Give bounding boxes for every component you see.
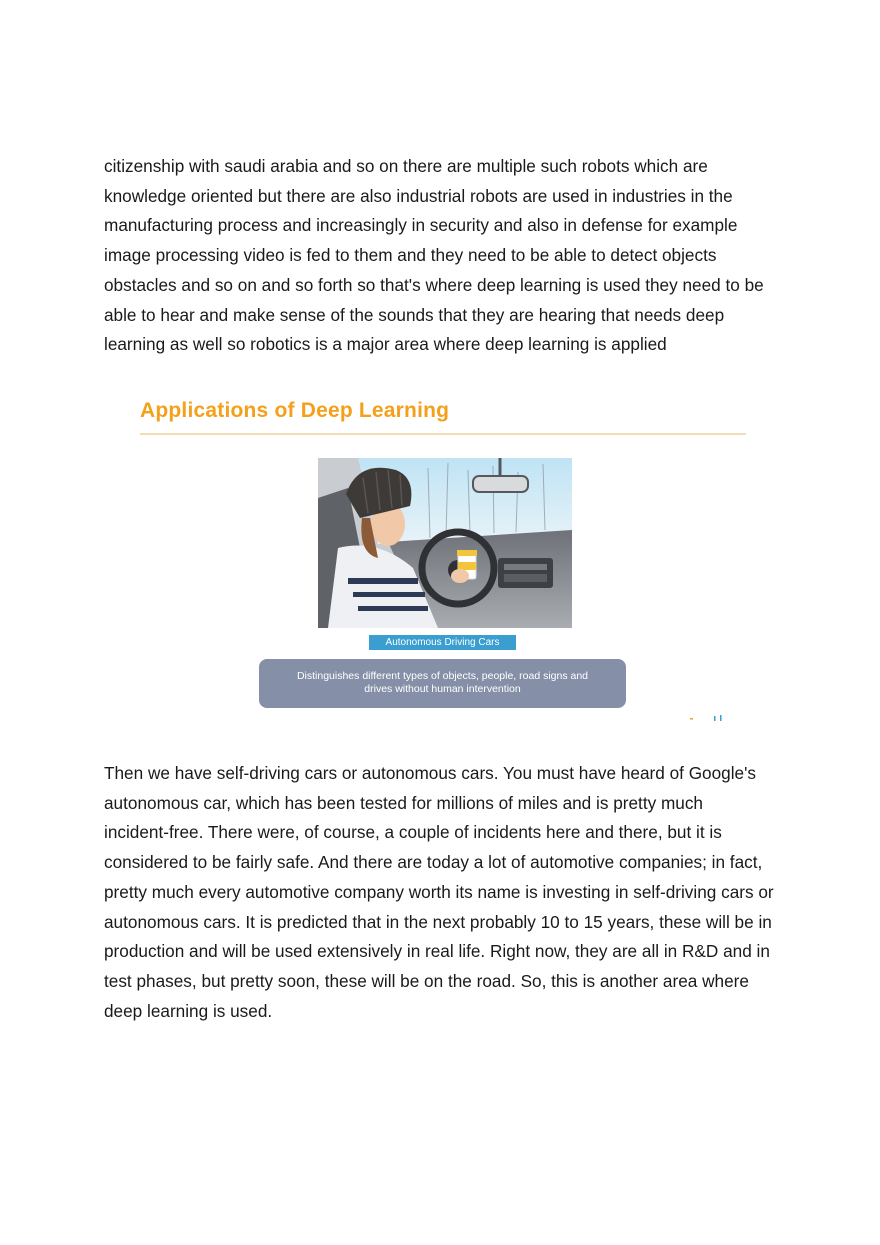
description-line: drives without human intervention <box>364 683 521 695</box>
text-line: autonomous cars. It is predicted that in the next probably 10 to 15 years, these will be in <box>104 911 772 932</box>
text-line: deep learning is used. <box>104 1000 273 1021</box>
paragraph-autonomous-cars <box>104 759 784 1026</box>
slide-title: Applications of Deep Learning <box>140 399 450 422</box>
text-line: learning as well so robotics is a major area where deep learning is applied <box>104 334 667 355</box>
text-line: knowledge oriented but there are also industrial robots are used in industries in the <box>104 185 733 206</box>
slide-divider <box>140 433 746 435</box>
text-line: autonomous car, which has been tested for millions of miles and is pretty much <box>104 792 703 813</box>
brand-logo-icon <box>690 715 730 721</box>
text-line: citizenship with saudi arabia and so on there are multiple such robots which are <box>104 156 708 176</box>
text-line: able to hear and make sense of the sounds that they are hearing that needs deep <box>104 304 725 325</box>
text-line: obstacles and so on and so forth so that's where deep learning is used they need to be <box>104 274 764 295</box>
description-line: Distinguishes different types of objects, people, road signs and <box>296 670 589 682</box>
caption-label: Autonomous Driving Cars <box>369 635 516 650</box>
text-line: production and will be used extensively in real life. Right now, they are all in R&D and in <box>104 941 770 962</box>
text-line: manufacturing process and increasingly in security and also in defense for example <box>104 215 738 236</box>
text-line: pretty much every automotive company worth its name is investing in self-driving cars or <box>104 881 774 902</box>
text-line: considered to be fairly safe. And there are today a lot of automotive companies; in fact, <box>104 852 763 873</box>
slide-image <box>104 385 784 730</box>
description-box <box>259 659 626 708</box>
text-line: incident-free. There were, of course, a couple of incidents here and there, but it is <box>104 822 722 843</box>
paragraph-robotics <box>104 152 784 360</box>
text-line: image processing video is fed to them and they need to be able to detect objects <box>104 245 717 266</box>
car-interior-photo <box>318 458 572 628</box>
text-line: Then we have self-driving cars or autonomous cars. You must have heard of Google's <box>104 763 756 783</box>
text-line: test phases, but pretty soon, these will be on the road. So, this is another area where <box>104 970 749 991</box>
